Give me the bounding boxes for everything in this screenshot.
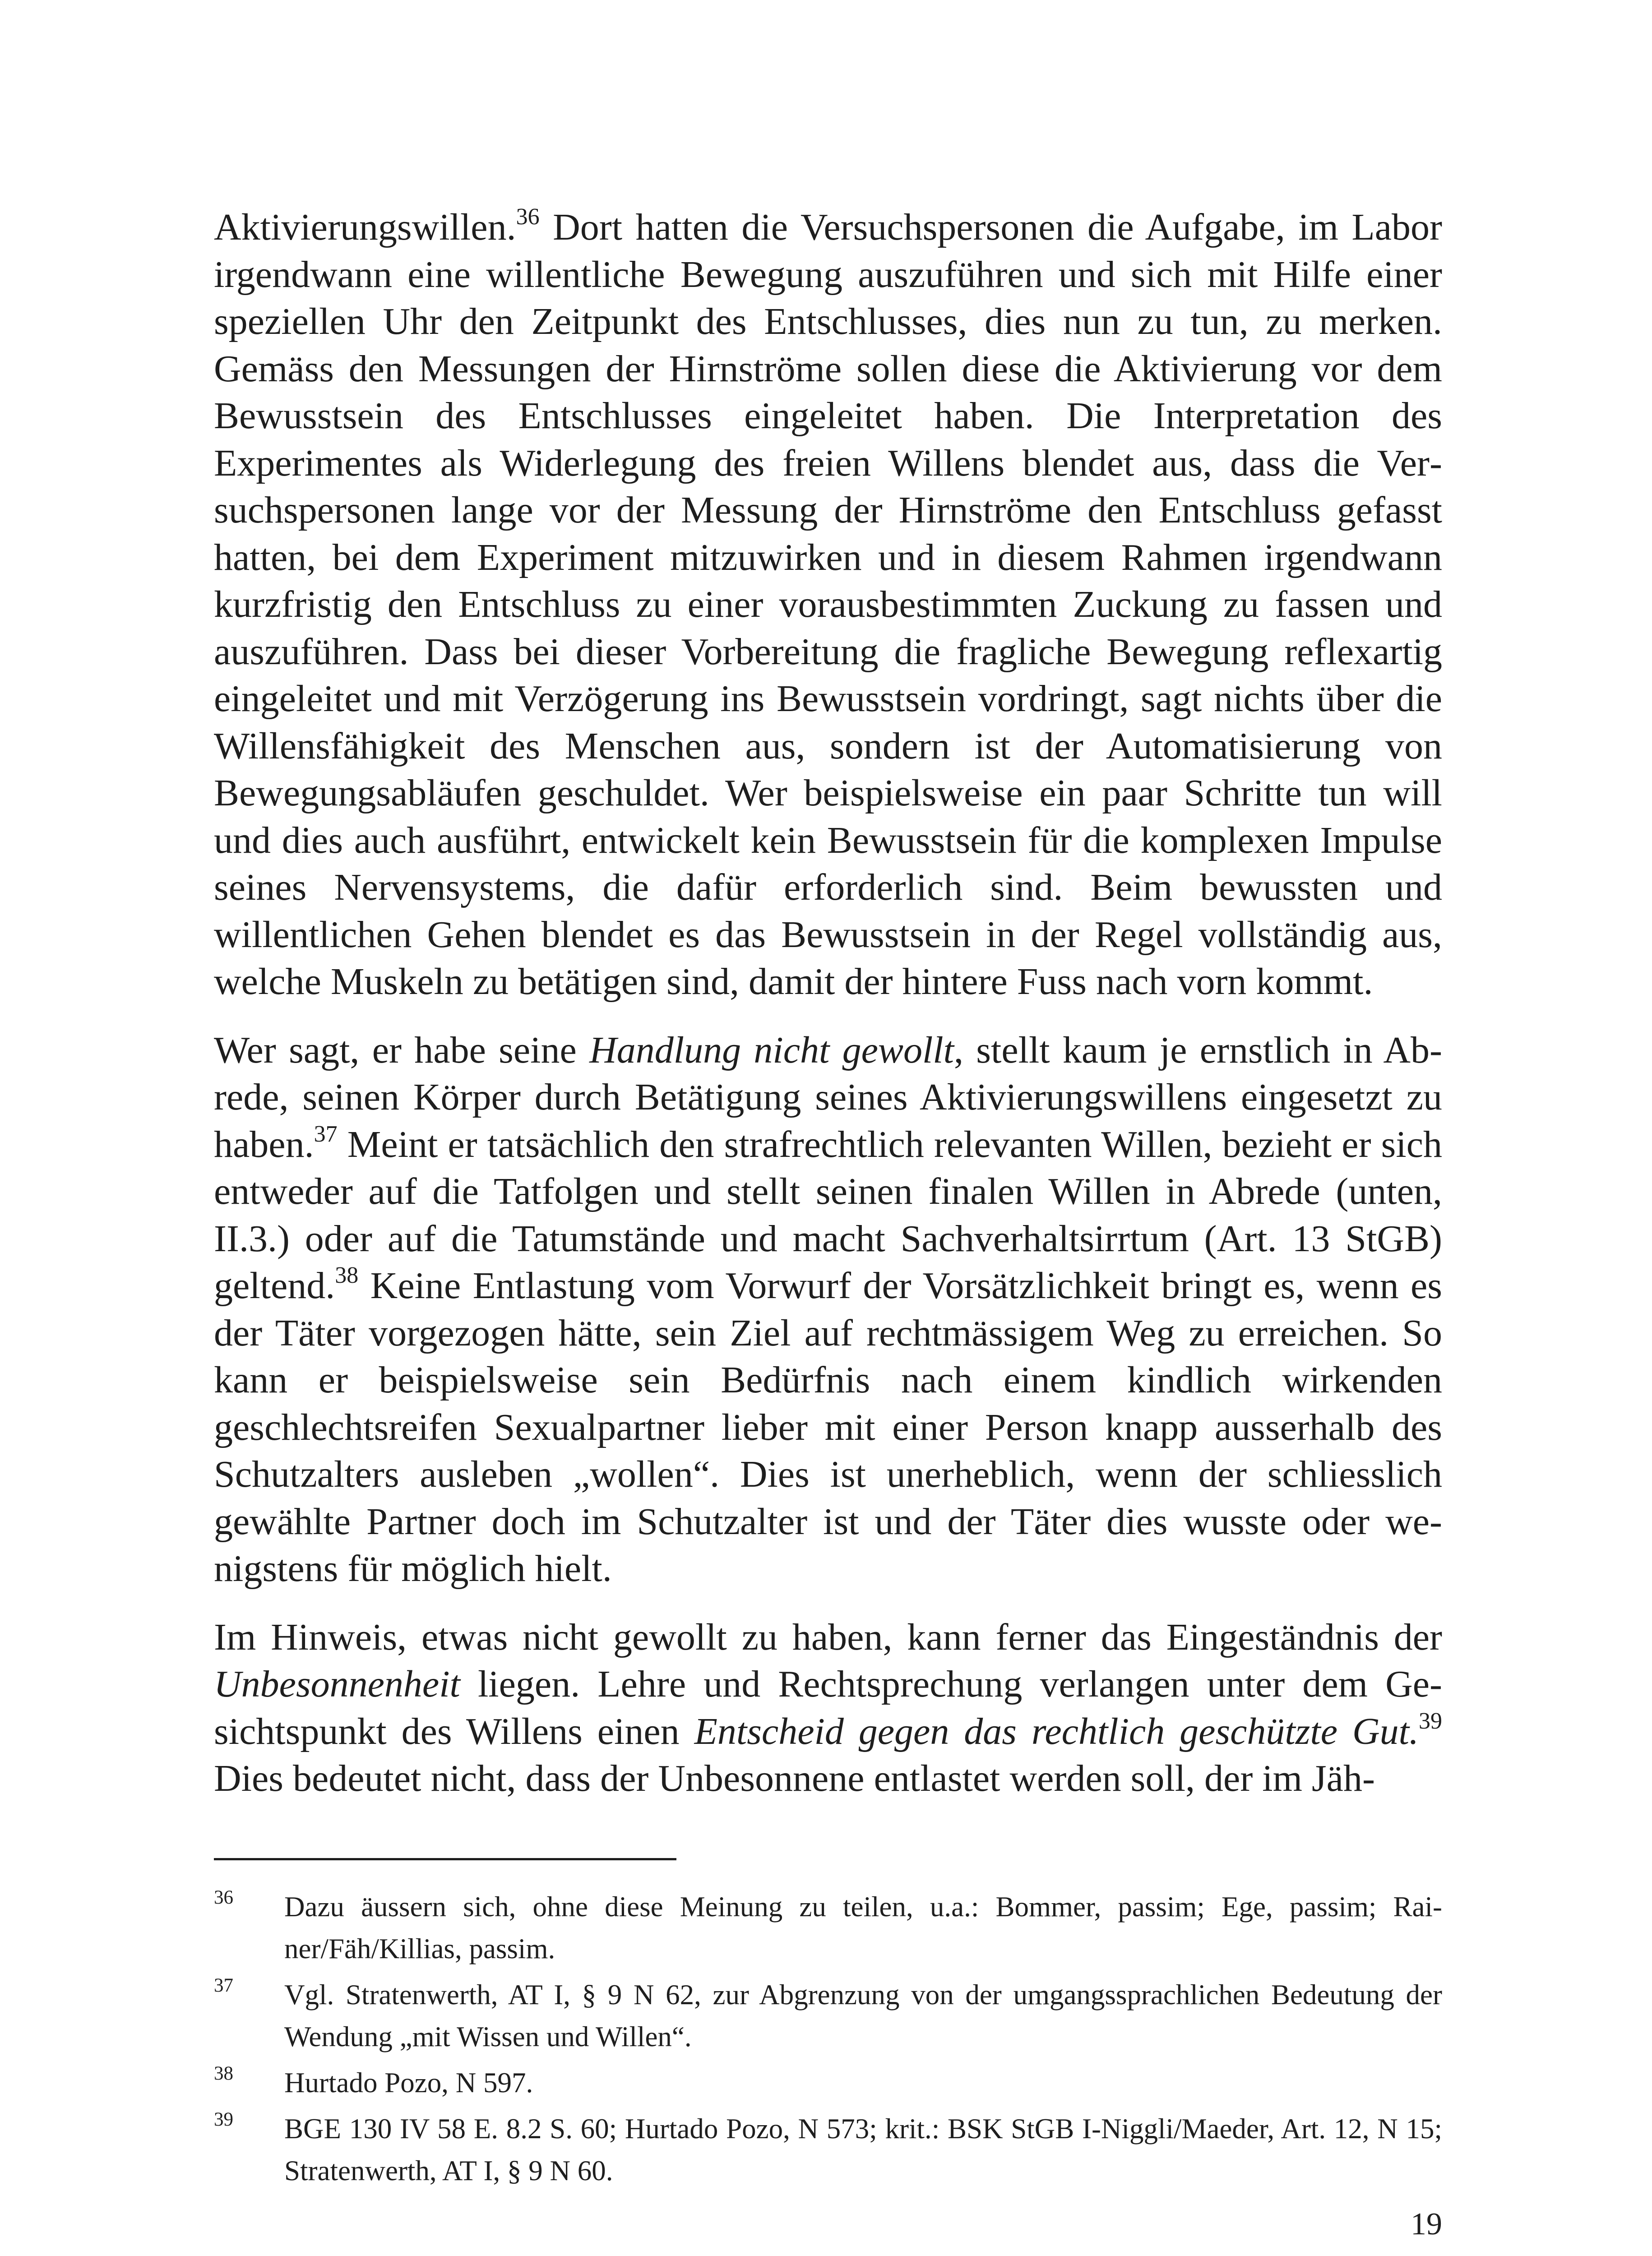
italic-text: Unbesonnenheit <box>214 1663 460 1705</box>
footnote-39 <box>214 2108 1442 2192</box>
text-run: Wer sagt, er habe seine <box>214 1029 590 1071</box>
footnote-separator <box>214 1858 676 1860</box>
footnote-number: 37 <box>214 1975 233 1996</box>
text-run: , stellt kaum je ernstlich in Abrede, seinen Körper durch Betätigung seines Aktivierungswillens eingesetzt zu haben. <box>214 1029 1442 1165</box>
footnote-text: Hurtado Pozo, N 597. <box>284 2067 533 2099</box>
footnote-text: Vgl. Stratenwerth, AT I, § 9 N 62, zur Abgrenzung von der umgangssprachlichen Bedeutung der Wendung „mit Wissen und Willen“. <box>284 1979 1442 2053</box>
paragraph-3 <box>214 1614 1442 1803</box>
text-run: Meint er tatsächlich den strafrechtlich relevanten Willen, bezieht er sich entweder auf die Tatfolgen und stellt seinen finalen Willen in Abrede (unten, II.3.) oder auf die Tatumstände und macht Sachverhaltsirrtum (Art. 13 StGB) geltend. <box>214 1123 1442 1307</box>
footnote-number: 38 <box>214 2063 233 2084</box>
main-text <box>214 204 1442 1803</box>
footnote-number: 39 <box>214 2109 233 2130</box>
italic-text: Handlung nicht gewollt <box>589 1029 954 1071</box>
footnote-reference: 37 <box>314 1121 338 1147</box>
footnote-text: BGE 130 IV 58 E. 8.2 S. 60; Hurtado Pozo, N 573; krit.: BSK StGB I-Niggli/Maeder, Art. 12, N 15; Stratenwerth, AT I, § 9 N 60. <box>284 2113 1442 2187</box>
text-run: Dies bedeutet nicht, dass der Unbesonnene entlastet werden soll, der im Jäh- <box>214 1757 1375 1799</box>
paragraph-1 <box>214 204 1442 1006</box>
footnote-36 <box>214 1886 1442 1970</box>
page-number: 19 <box>1411 2207 1442 2242</box>
footnote-37 <box>214 1974 1442 2058</box>
text-run: Keine Entlastung vom Vorwurf der Vorsätzlichkeit bringt es, wenn es der Täter vorgezogen hätte, sein Ziel auf rechtmässigem Weg zu erreichen. So kann er beispielsweise sein Bedürfnis nach einem kindlich wirkenden geschlechtsreifen Sexualpartner lieber mit einer Person knapp ausserhalb des Schutzalters ausleben „wollen“. Dies ist unerheblich, wenn der schliesslich gewählte Partner doch im Schutzalter ist und der Täter dies wusste oder wenigstens für möglich hielt. <box>214 1265 1442 1590</box>
footnote-reference: 38 <box>335 1262 359 1288</box>
text-run: liegen. Lehre und Rechtsprechung verlangen unter dem Gesichtspunkt des Willens einen <box>214 1663 1442 1752</box>
footnote-reference: 39 <box>1419 1708 1442 1734</box>
footnote-38 <box>214 2062 1442 2104</box>
footnote-number: 36 <box>214 1887 233 1908</box>
footnotes <box>214 1886 1442 2196</box>
paragraph-2 <box>214 1027 1442 1593</box>
text-run: Dort hatten die Versuchspersonen die Aufgabe, im Labor irgendwann eine willentliche Bewegung auszuführen und sich mit Hilfe einer speziellen Uhr den Zeitpunkt des Entschlusses, dies nun zu tun, zu merken. Gemäss den Messungen der Hirnströme sollen diese die Aktivierung vor dem Bewusstsein des Entschlusses eingeleitet haben. Die Interpretation des Experimentes als Widerlegung des freien Willens blendet aus, dass die Versuchspersonen lange vor der Messung der Hirnströme den Entschluss gefasst hatten, bei dem Experiment mitzuwirken und in diesem Rahmen irgendwann kurzfristig den Entschluss zu einer vorausbestimmten Zuckung zu fassen und auszuführen. Dass bei dieser Vorbereitung die fragliche Bewegung reflexartig eingeleitet und mit Verzögerung ins Bewusstsein vordringt, sagt nichts über die Willensfähigkeit des Menschen aus, sondern ist der Automatisierung von Bewegungsabläufen geschuldet. Wer beispielsweise ein paar Schritte tun will und dies auch ausführt, entwickelt kein Bewusstsein für die komplexen Impulse seines Nervensystems, die dafür erforderlich sind. Beim bewussten und willentlichen Gehen blendet es das Bewusstsein in der Regel vollständig aus, welche Muskeln zu betätigen sind, damit der hintere Fuss nach vorn kommt. <box>214 206 1442 1003</box>
italic-text: Entscheid gegen das rechtlich geschützte Gut. <box>694 1710 1419 1752</box>
footnote-reference: 36 <box>516 204 540 230</box>
footnote-text: Dazu äussern sich, ohne diese Meinung zu teilen, u.a.: Bommer, passim; Ege, passim; Rainer/Fäh/Killias, passim. <box>284 1891 1442 1965</box>
text-run: Aktivierungswillen. <box>214 206 516 248</box>
text-run: Im Hinweis, etwas nicht gewollt zu haben, kann ferner das Eingeständnis der <box>214 1616 1442 1658</box>
